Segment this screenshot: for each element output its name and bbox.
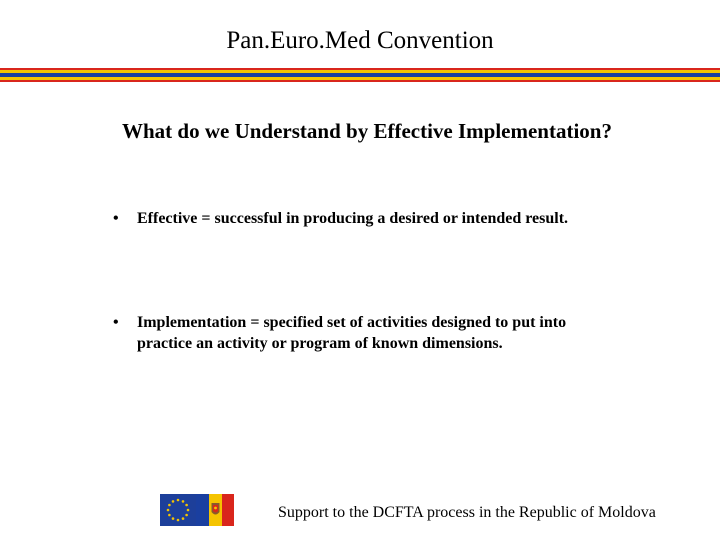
eu-moldova-flags-logo (160, 494, 234, 526)
slide-title: What do we Understand by Effective Implementation? (122, 119, 612, 143)
header-color-stripes (0, 68, 720, 82)
bullet-item (113, 312, 583, 354)
bullet-text: Effective = successful in producing a desired or intended result. (137, 210, 569, 227)
bullet-item (113, 208, 583, 229)
bullet-text: Implementation = specified set of activities designed to put into practice an activity or program of known dimensions. (137, 314, 567, 352)
bullet-marker: • (113, 314, 119, 331)
stripe-red-bottom (0, 80, 720, 82)
header-title: Pan.Euro.Med Convention (226, 27, 494, 54)
footer-text: Support to the DCFTA process in the Republic of Moldova (278, 504, 656, 521)
flags-logo-icon (160, 494, 234, 526)
bullet-marker: • (113, 210, 119, 227)
